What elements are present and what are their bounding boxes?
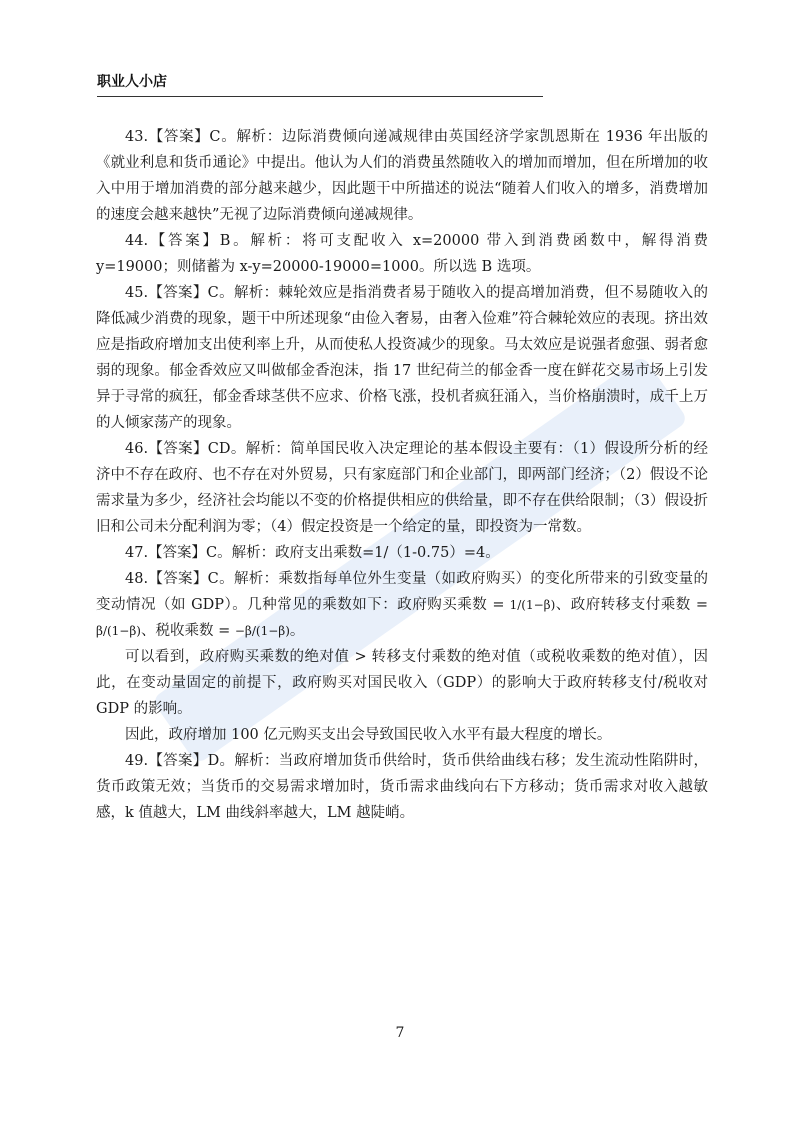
answer-label: 47.【答案】C。: [125, 545, 232, 561]
answer-text: 解析：边际消费倾向递减规律由英国经济学家凯恩斯在 1936 年出版的《就业利息和货币通论》中提出。他认为人们的消费虽然随收入的增加而增加，但在所增加的收入中用于增加消费的部分越来越少，因此题干中所描述的说法“随着人们收入的增多，消费增加的速度会越来越快”无视了边际消费倾向递减规律。: [96, 129, 709, 223]
answer-48: [96, 566, 708, 644]
page-number: 7: [395, 1025, 405, 1041]
answer-text-mid2: 、税收乘数 =: [140, 623, 231, 639]
answer-text: 解析：政府支出乘数=1/（1-0.75）=4。: [231, 545, 500, 561]
answer-text: 解析：乘数指每单位外生变量（如政府购买）的变化所带来的引致变量的变动情况（如 GDP）。几种常见的乘数如下：政府购买乘数 =: [96, 571, 709, 613]
answer-label: 45.【答案】C。: [125, 285, 234, 301]
conclusion-paragraph: 因此，政府增加 100 亿元购买支出会导致国民收入水平有最大程度的增长。: [125, 727, 612, 743]
answer-label: 43.【答案】C。: [125, 129, 237, 145]
answer-46: [96, 436, 708, 540]
answer-43: [96, 124, 708, 228]
answer-label: 49.【答案】D。: [125, 753, 235, 769]
header-title: 职业人小店: [97, 74, 167, 90]
document-body: [96, 124, 708, 826]
answer-text: 解析：将可支配收入 x=20000 带入到消费函数中，解得消费 y=19000；则储蓄为 x-y=20000-19000=1000。所以选 B 选项。: [96, 233, 708, 275]
answer-label: 48.【答案】C。: [125, 571, 234, 587]
answer-text-end: 。: [289, 623, 305, 639]
answer-text: 解析：当政府增加货币供给时，货币供给曲线右移；发生流动性陷阱时，货币政策无效；当货币的交易需求增加时，货币需求曲线向右下方移动；货币需求对收入越敏感，k 值越大，LM 曲线斜率越大，LM 越陡峭。: [96, 753, 709, 821]
answer-label: 46.【答案】CD。: [125, 441, 246, 457]
answer-text: 解析：棘轮效应是指消费者易于随收入的提高增加消费，但不易随收入的降低减少消费的现象，题干中所述现象“由俭入奢易，由奢入俭难”符合棘轮效应的表现。挤出效应是指政府增加支出使利率上升，从而使私人投资减少的现象。马太效应是说强者愈强、弱者愈弱的现象。郁金香效应又叫做郁金香泡沫，指 17 世纪荷兰的郁金香一度在鲜花交易市场上引发异于寻常的疯狂，郁金香球茎供不应求、价格飞涨，投机者疯狂涌入，当价格崩溃时，成千上万的人倾家荡产的现象。: [96, 285, 709, 431]
answer-label: 44.【答案】B。: [125, 233, 251, 249]
formula-transfer-multiplier: β/(1−β): [96, 624, 141, 638]
explanation-paragraph: 可以看到，政府购买乘数的绝对值 > 转移支付乘数的绝对值（或税收乘数的绝对值），因此，在变动量固定的前提下，政府购买对国民收入（GDP）的影响大于政府转移支付/税收对 GDP 的影响。: [96, 649, 708, 717]
answer-44: [96, 228, 708, 280]
answer-text: 解析：简单国民收入决定理论的基本假设主要有：（1）假设所分析的经济中不存在政府、也不存在对外贸易，只有家庭部门和企业部门，即两部门经济；（2）假设不论需求量为多少，经济社会均能以不变的价格提供相应的供给量，即不存在供给限制；（3）假设折旧和公司未分配利润为零；（4）假定投资是一个给定的量，即投资为一常数。: [96, 441, 708, 535]
answer-text-mid: 、政府转移支付乘数 =: [555, 597, 708, 613]
header-divider: [97, 96, 543, 97]
formula-government-purchase-multiplier: 1/(1−β): [509, 598, 556, 612]
answer-49: [96, 748, 708, 826]
formula-tax-multiplier: −β/(1−β): [234, 624, 290, 638]
answer-45: [96, 280, 708, 436]
answer-47: [96, 540, 708, 566]
